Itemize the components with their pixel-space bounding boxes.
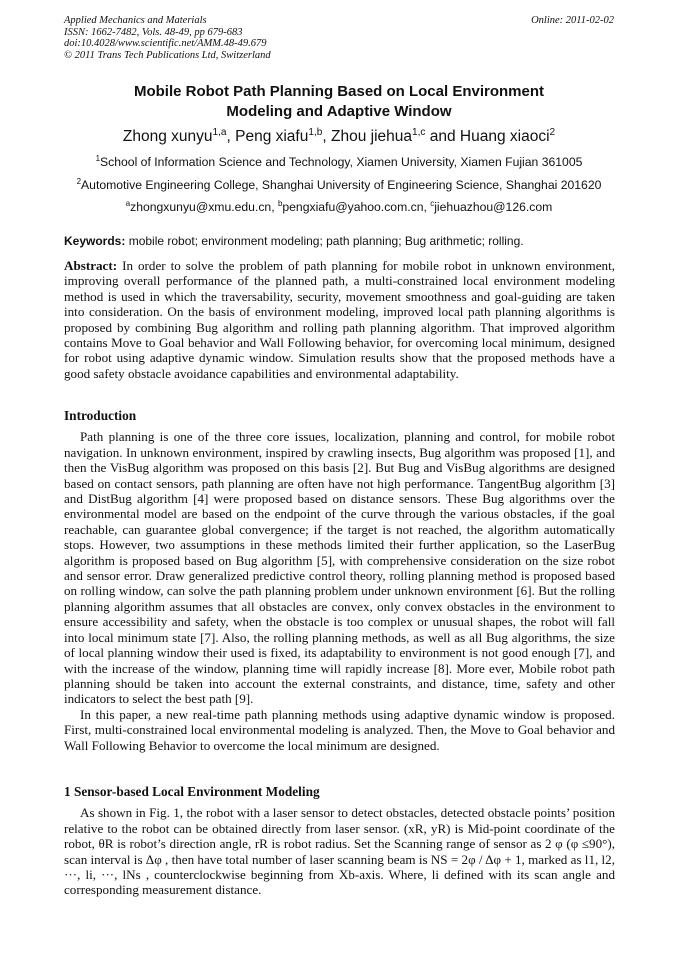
author-list	[0, 128, 678, 146]
paragraph: In this paper, a new real-time path planning methods using adaptive dynamic window is proposed. First, multi-constrained local environmental modeling is analyzed. Then, the Move to Goal behavior and Wall Following Behavior to overcome the local minimum are designed.	[64, 706, 615, 753]
section-heading: 1 Sensor-based Local Environment Modeling	[64, 784, 320, 799]
online-date: Online: 2011-02-02	[531, 15, 614, 26]
paragraph: Path planning is one of the three core issues, localization, planning and control, for mobile robot navigation. In unknown environment, inspired by crawling insects, Bug algorithm was proposed [1], and then the VisBug algorithm was proposed on this basis [2]. But Bug and VisBug algorithms are designed based on contact sensors, path planning are often have not high performance. TangentBug algorithm [3] and DistBug algorithm [4] were proposed based on distance sensors. These Bug algorithms over the environmental model are based on the endpoint of the curve through the various obstacles, if the goal reachable, can guarantee global convergence; if the target is not reached, the algorithm automatically stops. However, two assumptions in these methods limited their further application, so the LaserBug algorithm is proposed based on Bug algorithm [5], with comprehensive consideration on the size robot and sensor error. Draw generalized predictive control theory, rolling planning method is proposed based on rolling window, can solve the path planning problem under unknown environment [6]. But the rolling planning algorithm assumes that all obstacles are convex, only convex obstacles in the environment to ensure accessibility and safety, when the obstacle is too complex or unusual shapes, the robot will fall into local minimum state [7]. Also, the rolling planning methods, as well as all Bug algorithms, the size of local planning window their used is fixed, its adaptability to environment is not good enough [7], and with the increase of the window, planning time will rapidly increase [8]. More ever, Mobile robot path planning should be taken into account the external constraints, and distance, time, safety and other indicators to select the best path [9].	[64, 429, 615, 707]
keywords: Keywords: mobile robot; environment modeling; path planning; Bug arithmetic; rolling.	[64, 234, 524, 248]
journal-name: Applied Mechanics and Materials	[64, 15, 207, 26]
abstract: Abstract: In order to solve the problem of path planning for mobile robot in unknown environment, improving overall performance of the planned path, a multi-constrained local environment modeling method is used in which the traversability, security, movement smoothness and goal-guiding are taken into consideration. On the basis of environment modeling, improved local path planning algorithms is proposed by combining Bug algorithm and rolling path planning algorithm. That improved algorithm contains Move to Goal behavior and Wall Following behavior, for overcoming local minimum, designed for robot using adaptive dynamic window. Simulation results show that the proposed methods have a good safety obstacle avoidance capabilities and environmental adaptability.	[64, 258, 615, 381]
paragraph: As shown in Fig. 1, the robot with a laser sensor to detect obstacles, detected obstacle points’ position relative to the robot can be obtained directly from laser sensor. (xR, yR) is Mid-point coordinate of the robot, θR is robot’s direction angle, rR is robot radius. Set the Scanning range of sensor as 2 φ (φ ≤90°), scan interval is Δφ , then have total number of laser scanning beam is NS = 2φ / Δφ + 1, marked as l1, l2, ···, li, ···, lNs , counterclockwise beginning from Xb-axis. Where, li defined with its scan angle and corresponding measurement distance.	[64, 805, 615, 898]
author: Zhong xunyu$^{1,a}$,	[122, 126, 236, 145]
paper-title	[0, 82, 678, 122]
affiliation-2: $^2$Automotive Engineering College, Shanghai University of Engineering Science, Shanghai 201620	[76, 176, 602, 192]
copyright: © 2011 Trans Tech Publications Ltd, Switzerland	[64, 49, 271, 61]
author: Peng xiafu$^{1,b}$,	[235, 126, 331, 145]
affiliation-1: $^1$School of Information Science and Technology, Xiamen University, Xiamen Fujian 361005	[95, 153, 583, 169]
email-list: $^a$zhongxunyu@xmu.edu.cn, $^b$pengxiafu@yahoo.com.cn, $^c$jiehuazhou@126.com	[125, 198, 553, 214]
title-line-2: Modeling and Adaptive Window	[226, 103, 452, 120]
title-line-1: Mobile Robot Path Planning Based on Local Environment	[133, 83, 545, 100]
author: Zhou jiehua$^{1,c}$ and	[330, 126, 460, 145]
introduction-section	[64, 408, 615, 753]
journal-header	[64, 15, 271, 61]
issn: ISSN: 1662-7482, Vols. 48-49, pp 679-683	[64, 26, 243, 38]
author: Huang xiaoci$^2$	[459, 126, 556, 145]
doi: doi:10.4028/www.scientific.net/AMM.48-49.679	[64, 38, 267, 50]
section-1	[64, 784, 615, 898]
section-heading: Introduction	[64, 408, 137, 423]
